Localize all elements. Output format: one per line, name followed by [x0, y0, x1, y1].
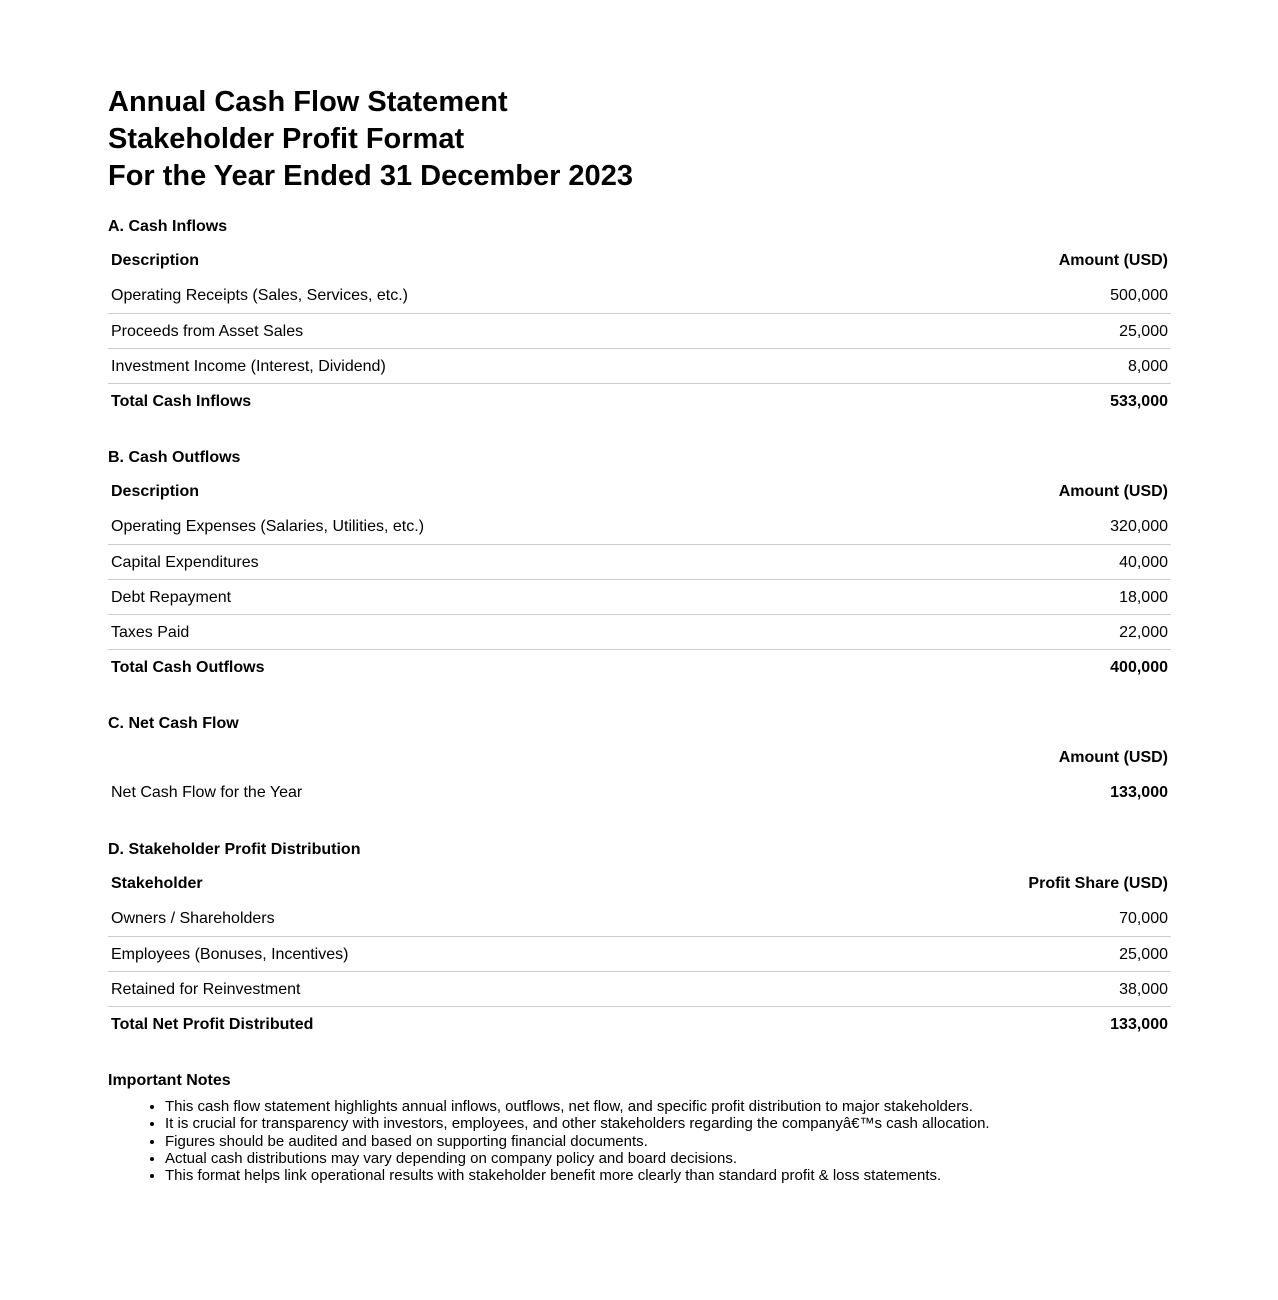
- table-row: [108, 936, 1171, 971]
- total-amount: 133,000: [1110, 1015, 1168, 1033]
- row-label: Operating Expenses (Salaries, Utilities, etc.): [111, 518, 425, 535]
- cash-outflows-table: [108, 474, 1171, 684]
- row-amount: 25,000: [1119, 945, 1168, 963]
- table-row: [108, 579, 1171, 614]
- stakeholder-distribution-total-row: [108, 1006, 1171, 1041]
- section-cash-inflows: [108, 217, 1171, 418]
- row-amount: 8,000: [1127, 357, 1168, 375]
- document-title: [108, 84, 1171, 195]
- row-amount: 40,000: [1119, 553, 1168, 571]
- net-cash-flow-header-row: [108, 740, 1171, 775]
- row-label: Proceeds from Asset Sales: [111, 322, 304, 340]
- stakeholder-distribution-heading: D. Stakeholder Profit Distribution: [108, 841, 361, 858]
- stakeholder-distribution-header-row: [108, 866, 1171, 901]
- row-label: Retained for Reinvestment: [111, 980, 301, 998]
- column-header-stakeholder: Stakeholder: [111, 875, 203, 892]
- column-header-description: Description: [111, 252, 200, 269]
- title-line-1: Annual Cash Flow Statement: [108, 86, 508, 118]
- row-amount: 70,000: [1119, 910, 1168, 927]
- row-amount: 320,000: [1110, 518, 1168, 535]
- column-header-amount: Amount (USD): [1058, 483, 1168, 500]
- total-label: Total Cash Outflows: [111, 658, 265, 676]
- row-amount: 18,000: [1119, 588, 1168, 606]
- column-header-amount: Amount (USD): [1058, 749, 1168, 766]
- row-label: Capital Expenditures: [111, 553, 259, 571]
- net-cash-flow-heading: C. Net Cash Flow: [108, 715, 239, 732]
- stakeholder-distribution-table: [108, 866, 1171, 1041]
- row-amount: 38,000: [1119, 980, 1168, 998]
- section-important-notes: [108, 1071, 1171, 1184]
- row-label: Operating Receipts (Sales, Services, etc.): [111, 287, 409, 304]
- table-row: [108, 348, 1171, 383]
- total-amount: 533,000: [1110, 392, 1168, 410]
- note-item: • This format helps link operational results with stakeholder benefit more clearly than standard profit & loss statements.: [165, 1167, 1171, 1184]
- section-net-cash-flow: [108, 714, 1171, 810]
- cash-outflows-heading: B. Cash Outflows: [108, 449, 241, 466]
- title-line-3: For the Year Ended 31 December 2023: [108, 160, 633, 192]
- net-cash-flow-table: [108, 740, 1171, 810]
- table-row: [108, 509, 1171, 544]
- cash-inflows-table: [108, 243, 1171, 418]
- table-row: [108, 901, 1171, 936]
- table-row: [108, 971, 1171, 1006]
- row-label: Employees (Bonuses, Incentives): [111, 945, 349, 963]
- table-row: [108, 614, 1171, 649]
- total-label: Total Cash Inflows: [111, 392, 252, 410]
- row-amount: 25,000: [1119, 322, 1168, 340]
- column-header-profit-share: Profit Share (USD): [1028, 875, 1168, 892]
- row-label: Taxes Paid: [111, 623, 190, 641]
- title-line-2: Stakeholder Profit Format: [108, 123, 465, 155]
- row-label: Investment Income (Interest, Dividend): [111, 357, 386, 375]
- row-label: Net Cash Flow for the Year: [111, 784, 303, 801]
- cash-inflows-heading: A. Cash Inflows: [108, 218, 228, 235]
- row-label: Debt Repayment: [111, 588, 232, 606]
- cash-outflows-header-row: [108, 474, 1171, 509]
- section-cash-outflows: [108, 448, 1171, 684]
- net-cash-flow-row: [108, 775, 1171, 810]
- table-row: [108, 278, 1171, 313]
- notes-list: [108, 1098, 1171, 1184]
- table-row: [108, 544, 1171, 579]
- important-notes-heading: Important Notes: [108, 1072, 231, 1089]
- section-stakeholder-distribution: [108, 840, 1171, 1041]
- total-amount: 400,000: [1110, 658, 1168, 676]
- row-amount: 500,000: [1110, 287, 1168, 304]
- cash-outflows-total-row: [108, 649, 1171, 684]
- column-header-amount: Amount (USD): [1058, 252, 1168, 269]
- table-row: [108, 313, 1171, 348]
- note-item: • It is crucial for transparency with investors, employees, and other stakeholders regarding the companyâ€™s cash allocation.: [165, 1115, 1171, 1132]
- cash-inflows-header-row: [108, 243, 1171, 278]
- note-item: • Actual cash distributions may vary depending on company policy and board decisions.: [165, 1150, 1171, 1167]
- note-item: • This cash flow statement highlights annual inflows, outflows, net flow, and specific profit distribution to major stakeholders.: [165, 1098, 1171, 1115]
- total-label: Total Net Profit Distributed: [111, 1015, 314, 1033]
- row-amount: 22,000: [1119, 623, 1168, 641]
- row-amount: 133,000: [1110, 784, 1168, 801]
- column-header-description: Description: [111, 483, 200, 500]
- row-label: Owners / Shareholders: [111, 910, 275, 927]
- note-item: • Figures should be audited and based on supporting financial documents.: [165, 1133, 1171, 1150]
- cash-inflows-total-row: [108, 383, 1171, 418]
